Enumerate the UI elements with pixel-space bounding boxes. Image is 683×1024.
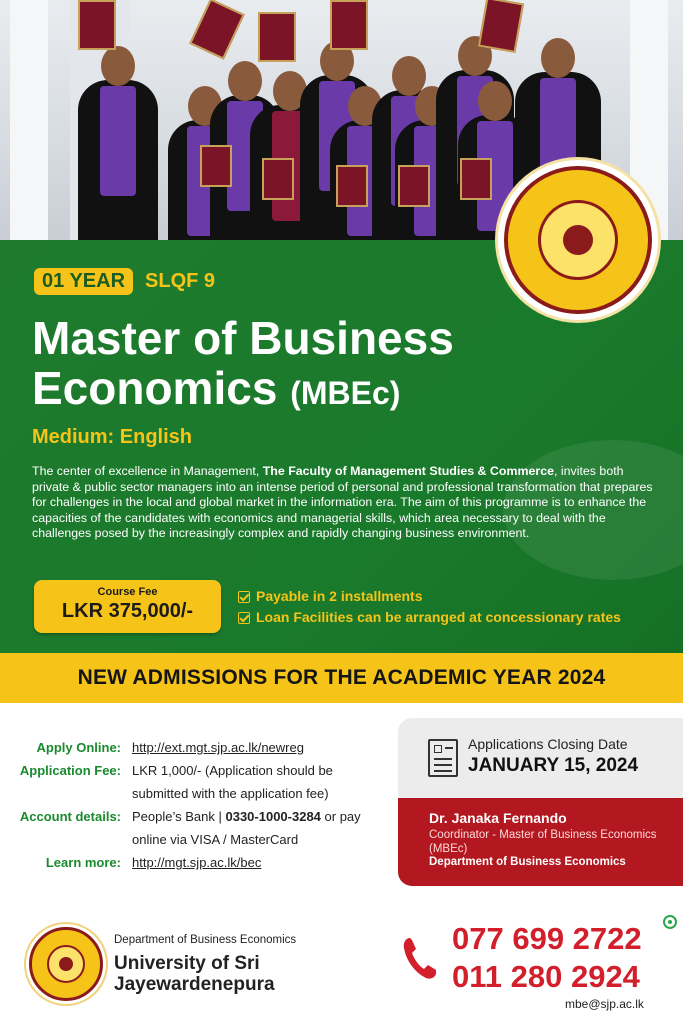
banner-text: NEW ADMISSIONS FOR THE ACADEMIC YEAR 2024	[77, 666, 606, 689]
closing-date: JANUARY 15, 2024	[468, 755, 639, 776]
benefit-item	[238, 586, 621, 607]
check-icon	[238, 591, 250, 603]
email-address[interactable]: mbe@sjp.ac.lk	[565, 997, 644, 1011]
program-badges	[34, 268, 215, 295]
duration-badge: 01 YEAR	[34, 268, 133, 295]
university-seal-icon	[498, 160, 658, 320]
info-row-application-fee	[14, 759, 386, 805]
coordinator-role: Coordinator - Master of Business Economics (MBEc)	[429, 829, 657, 855]
fee-benefits	[238, 586, 621, 628]
application-info	[14, 736, 386, 874]
apply-online-link[interactable]: http://ext.mgt.sjp.ac.lk/newreg	[132, 740, 304, 755]
closing-date-label: Applications Closing Date	[468, 736, 628, 752]
fee-label: Course Fee	[97, 586, 158, 598]
phone-numbers	[452, 920, 642, 996]
application-fee-value: LKR 1,000/- (Application should be submitted with the application fee)	[132, 763, 333, 801]
closing-date-box	[398, 718, 683, 800]
check-icon	[238, 612, 250, 624]
account-number: 0330-1000-3284	[225, 809, 321, 824]
whatsapp-icon	[663, 915, 677, 929]
slqf-level: SLQF 9	[145, 270, 216, 292]
coordinator-box	[398, 798, 683, 886]
description-rest: , invites both private & public sector managers into an intense period of personal and professional transformation that prepares for challenges in the local and global market in the information era. The aim of this programme is to enhance the capacities of the candidates with economics and managerial skills, which area necessary to deal with the challenges posed by the increasingly complex and rapidly changing business environment.	[32, 464, 653, 540]
info-label: Application Fee:	[19, 763, 121, 778]
account-details-value	[132, 805, 386, 851]
course-fee-box	[34, 580, 221, 633]
info-label: Learn more:	[45, 855, 121, 870]
university-seal-icon	[26, 924, 106, 1004]
learn-more-link[interactable]: http://mgt.sjp.ac.lk/bec	[132, 855, 262, 870]
info-label: Apply Online:	[36, 740, 121, 755]
university-name: University of Sri Jayewardenepura	[114, 953, 275, 995]
program-title	[32, 313, 512, 418]
title-line1: Master of Business	[32, 312, 454, 364]
coordinator-name: Dr. Janaka Fernando	[429, 810, 567, 826]
phone-landline[interactable]: 011 280 2924	[452, 959, 640, 994]
info-row-account-details	[14, 805, 386, 851]
account-payment-note: or pay online via VISA / MasterCard	[132, 809, 361, 847]
medium-label: Medium: English	[32, 426, 192, 448]
title-word: Economics	[32, 362, 278, 414]
benefit-text: Payable in 2 installments	[256, 588, 423, 604]
info-label: Account details:	[19, 809, 121, 824]
document-icon	[428, 739, 458, 777]
benefit-text: Loan Facilities can be arranged at concessionary rates	[256, 609, 621, 625]
title-abbr: (MBEc)	[290, 375, 401, 411]
description-intro: The center of excellence in Management,	[32, 464, 263, 478]
benefit-item	[238, 607, 621, 628]
fee-amount: LKR 375,000/-	[61, 600, 194, 622]
phone-icon	[402, 936, 438, 980]
info-row-apply-online	[14, 736, 386, 759]
footer-department: Department of Business Economics	[114, 934, 297, 946]
description-faculty: The Faculty of Management Studies & Commerce	[262, 464, 554, 478]
coordinator-department: Department of Business Economics	[429, 856, 626, 868]
account-bank: People’s Bank |	[132, 809, 226, 824]
admissions-banner	[0, 653, 683, 703]
title-line2	[32, 363, 512, 418]
program-description	[32, 464, 654, 542]
phone-mobile[interactable]: 077 699 2722	[452, 921, 642, 956]
info-row-learn-more	[14, 851, 386, 874]
